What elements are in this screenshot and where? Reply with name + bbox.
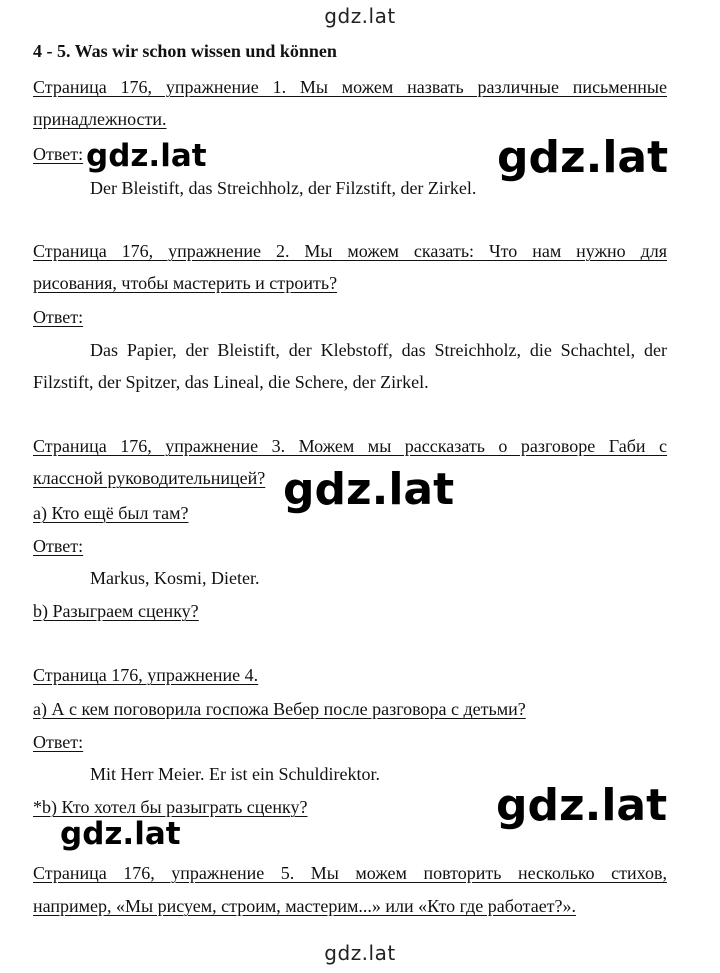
ex5-question-line1: Страница 176, упражнение 5. Мы можем повторить несколько стихов,: [33, 863, 667, 883]
ex2-answer-line1: Das Papier, der Bleistift, der Klebstoff, das Streichholz, die Schachtel, der: [90, 340, 667, 360]
ex5-question-line2: например, «Мы рисуем, строим, мастерим...» или «Кто где работает?».: [33, 896, 577, 916]
ex2-question-line1: Страница 176, упражнение 2. Мы можем сказать: Что нам нужно для: [33, 241, 667, 261]
section-heading: 4 - 5. Was wir schon wissen und können: [33, 41, 337, 61]
ex3-sub-b: b) Разыграем сценку?: [33, 601, 199, 621]
ex2-question-line2: рисования, чтобы мастерить и строить?: [33, 273, 338, 293]
ex4-sub-a: a) А с кем поговорила госпожа Вебер после разговора с детьми?: [33, 699, 526, 719]
ex2-answer-line2: Filzstift, der Spitzer, das Lineal, die Schere, der Zirkel.: [33, 372, 429, 392]
watermark-overlay-2: gdz.lat: [497, 132, 669, 183]
ex3-sub-a: a) Кто ещё был там?: [33, 503, 189, 523]
ex4-answer-label: Ответ:: [33, 732, 84, 752]
ex1-question-line2: принадлежности.: [33, 109, 167, 129]
watermark-overlay-4: gdz.lat: [496, 780, 668, 831]
ex1-answer: Der Bleistift, das Streichholz, der Filzstift, der Zirkel.: [90, 178, 477, 198]
ex4-sub-b: *b) Кто хотел бы разыграть сценку?: [33, 797, 308, 817]
watermark-overlay-3: gdz.lat: [283, 464, 455, 515]
ex3-answer: Markus, Kosmi, Dieter.: [90, 568, 260, 588]
watermark-overlay-1: gdz.lat: [86, 138, 207, 174]
ex3-answer-label: Ответ:: [33, 536, 84, 556]
ex4-question-line1: Страница 176, упражнение 4.: [33, 665, 259, 685]
ex3-question-line1: Страница 176, упражнение 3. Можем мы рассказать о разговоре Габи с: [33, 436, 667, 456]
watermark-overlay-5: gdz.lat: [60, 816, 181, 852]
watermark-bottom: gdz.lat: [324, 941, 396, 965]
watermark-top: gdz.lat: [324, 4, 396, 28]
ex1-question-line1: Страница 176, упражнение 1. Мы можем назвать различные письменные: [33, 77, 667, 97]
ex1-answer-label: Ответ:: [33, 144, 84, 164]
ex4-answer: Mit Herr Meier. Er ist ein Schuldirektor.: [90, 764, 380, 784]
ex3-question-line2: классной руководительницей?: [33, 468, 266, 488]
ex2-answer-label: Ответ:: [33, 307, 84, 327]
